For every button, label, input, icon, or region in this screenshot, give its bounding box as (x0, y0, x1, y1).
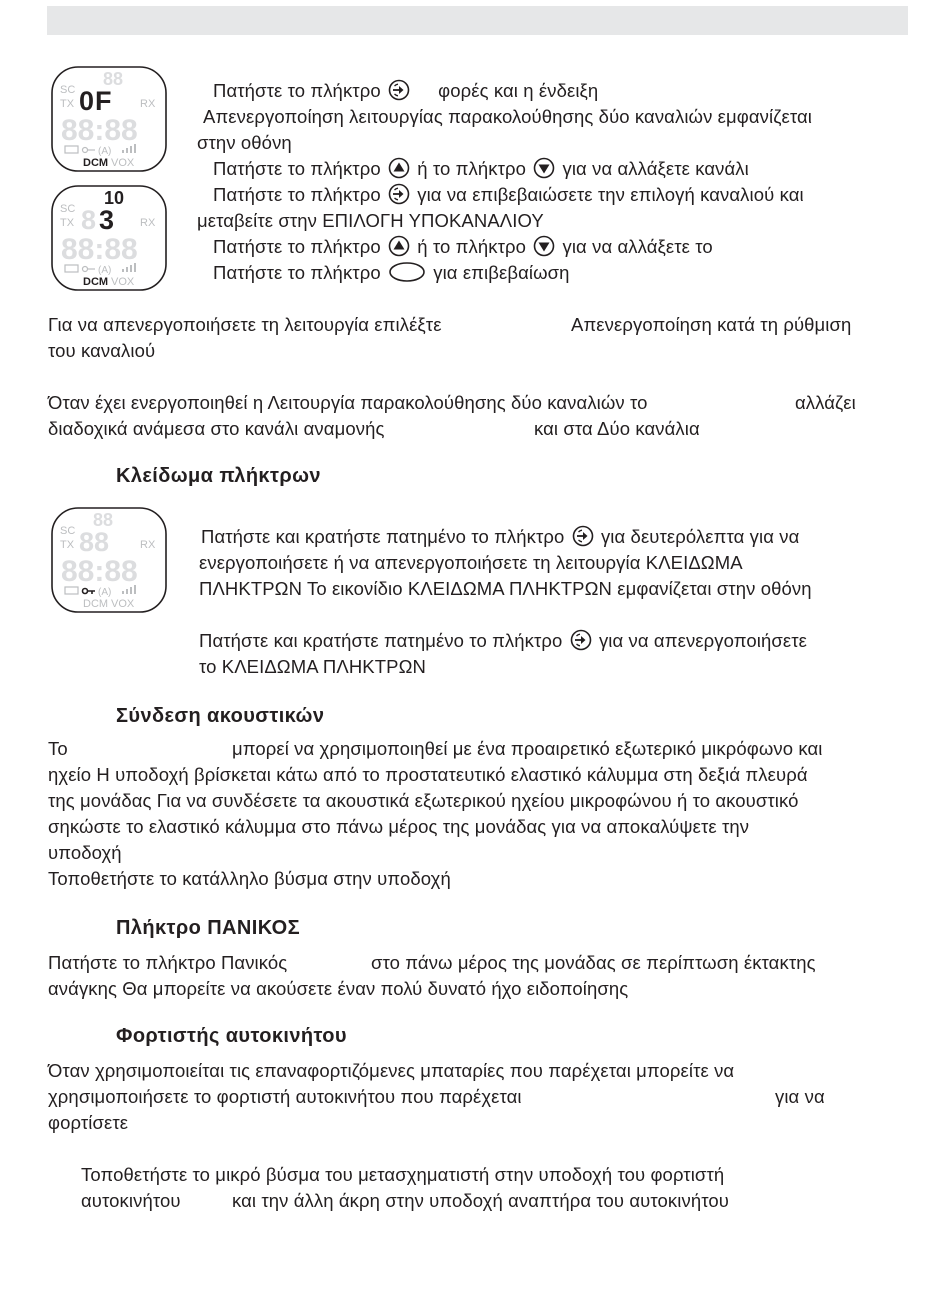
paragraph-line: αλλάζει (795, 392, 856, 413)
svg-text:(A): (A) (98, 265, 112, 276)
headset-line: υποδοχή (48, 842, 122, 863)
channel-digits: 0F (79, 86, 113, 116)
dcm-label: DCM (83, 157, 109, 169)
rx-label: RX (140, 217, 156, 229)
panic-line: ανάγκης Θα μπορείτε να ακούσετε έναν πολύ δυνατό ήχο ειδοποίησης (48, 978, 629, 999)
panic-line: στο πάνω μέρος της μονάδας σε περίπτωση έκτακτης (371, 952, 816, 973)
headset-line: Το (48, 738, 68, 759)
vox-label: VOX (111, 276, 135, 288)
keylock-line: το ΚΛΕΙΔΩΜΑ ΠΛΗΚΤΡΩΝ (199, 656, 426, 677)
confirm-key-icon (388, 261, 426, 283)
lcd-display-channel-select (51, 185, 167, 291)
menu-key-icon (388, 79, 410, 101)
paragraph-line: Για να απενεργοποιήσετε τη λειτουργία επιλέξτε (48, 314, 442, 335)
step-line: Πατήστε το πλήκτρο ή το πλήκτρο για να αλλάξετε το (213, 236, 713, 257)
paragraph-line: του καναλιού (48, 340, 156, 361)
section-heading-headset: Σύνδεση ακουστικών (116, 705, 325, 727)
step-line: στην οθόνη (197, 132, 292, 153)
panic-line: Πατήστε το πλήκτρο Πανικός (48, 952, 288, 973)
headset-line: μπορεί να χρησιμοποιηθεί με ένα προαιρετικό εξωτερικό μικρόφωνο και (232, 738, 823, 759)
sc-label: SC (60, 525, 76, 537)
headset-line: ηχείο Η υποδοχή βρίσκεται κάτω από το προστατευτικό ελαστικό κάλυμμα στη δεξιά πλευρά (48, 764, 808, 785)
step-line: Πατήστε το πλήκτρο για να επιβεβαιώσετε την επιλογή καναλιού και (213, 184, 804, 205)
headset-line: σηκώστε το ελαστικό κάλυμμα στο πάνω μέρος της μονάδας για να αποκαλύψετε την (48, 816, 750, 837)
vox-label: VOX (111, 598, 135, 610)
step-line: Πατήστε το πλήκτρο ή το πλήκτρο για να αλλάξετε κανάλι (213, 158, 749, 179)
lcd-display-key-lock (51, 507, 167, 613)
charger-line: χρησιμοποιήσετε το φορτιστή αυτοκινήτου που παρέχεται (48, 1086, 522, 1107)
charger-line: Όταν χρησιμοποιείται τις επαναφορτιζόμενες μπαταρίες που παρέχεται μπορείτε να (48, 1060, 735, 1081)
keylock-line: Πατήστε και κρατήστε πατημένο το πλήκτρο για δευτερόλεπτα για να (201, 526, 800, 547)
charger-line: φορτίσετε (48, 1112, 129, 1133)
step-line: μεταβείτε στην ΕΠΙΛΟΓΗ ΥΠΟΚΑΝΑΛΙΟΥ (197, 210, 544, 231)
keylock-line: ΠΛΗΚΤΡΩΝ Το εικονίδιο ΚΛΕΙΔΩΜΑ ΠΛΗΚΤΡΩΝ εμφανίζεται στην οθόνη (199, 578, 812, 599)
headset-line: Τοποθετήστε το κατάλληλο βύσμα στην υποδοχή (48, 868, 451, 889)
step-line: Απενεργοποίηση λειτουργίας παρακολούθησης δύο καναλιών εμφανίζεται (203, 106, 812, 127)
keylock-line: Πατήστε και κρατήστε πατημένο το πλήκτρο για να απενεργοποιήσετε (199, 630, 807, 651)
svg-text:(A): (A) (98, 587, 112, 598)
svg-text:88: 88 (103, 69, 124, 89)
sc-label: SC (60, 84, 76, 96)
svg-text:88: 88 (93, 510, 114, 530)
charger-line: Τοποθετήστε το μικρό βύσμα του μετασχηματιστή στην υποδοχή του φορτιστή (81, 1164, 725, 1185)
tx-label: TX (60, 539, 75, 551)
svg-text:88:88: 88:88 (61, 114, 138, 147)
section-heading-keylock: Κλείδωμα πλήκτρων (116, 465, 321, 487)
down-key-icon (533, 157, 555, 179)
svg-text:8: 8 (81, 205, 97, 235)
svg-text:88:88: 88:88 (61, 555, 138, 588)
dcm-label: DCM (83, 598, 109, 610)
vox-label: VOX (111, 157, 135, 169)
charger-line: αυτοκινήτου (81, 1190, 181, 1211)
tx-label: TX (60, 98, 75, 110)
keylock-line: ενεργοποιήσετε ή να απενεργοποιήσετε τη λειτουργία ΚΛΕΙΔΩΜΑ (199, 552, 743, 573)
header-bar (47, 6, 908, 35)
svg-text:88:88: 88:88 (61, 233, 138, 266)
svg-text:(A): (A) (98, 146, 112, 157)
tx-label: TX (60, 217, 75, 229)
paragraph-line: διαδοχικά ανάμεσα στο κανάλι αναμονής (48, 418, 385, 439)
headset-line: της μονάδας Για να συνδέσετε τα ακουστικά εξωτερικού ηχείου μικροφώνου ή το ακουστικό (48, 790, 799, 811)
up-key-icon (388, 157, 410, 179)
sc-label: SC (60, 203, 76, 215)
paragraph-line: και στα Δύο κανάλια (534, 418, 700, 439)
lcd-display-dual-watch-off (51, 66, 167, 172)
menu-key-icon (570, 629, 592, 651)
step-line: Πατήστε το πλήκτρο φορές και η ένδειξη (213, 80, 599, 101)
section-heading-panic: Πλήκτρο ΠΑΝΙΚΟΣ (116, 917, 300, 939)
paragraph-line: Απενεργοποίηση κατά τη ρύθμιση (571, 314, 852, 335)
down-key-icon (533, 235, 555, 257)
menu-key-icon (572, 525, 594, 547)
dcm-label: DCM (83, 276, 109, 288)
step-line: Πατήστε το πλήκτρο για επιβεβαίωση (213, 262, 570, 283)
rx-label: RX (140, 539, 156, 551)
charger-line: και την άλλη άκρη στην υποδοχή αναπτήρα του αυτοκινήτου (232, 1190, 729, 1211)
section-heading-charger: Φορτιστής αυτοκινήτου (116, 1025, 347, 1047)
rx-label: RX (140, 98, 156, 110)
channel-digits: 3 (99, 205, 115, 235)
up-key-icon (388, 235, 410, 257)
charger-line: για να (775, 1086, 825, 1107)
menu-key-icon (388, 183, 410, 205)
subchannel-digits: 10 (104, 188, 125, 208)
paragraph-line: Όταν έχει ενεργοποιηθεί η Λειτουργία παρακολούθησης δύο καναλιών το (48, 392, 648, 413)
svg-text:88: 88 (79, 527, 110, 557)
